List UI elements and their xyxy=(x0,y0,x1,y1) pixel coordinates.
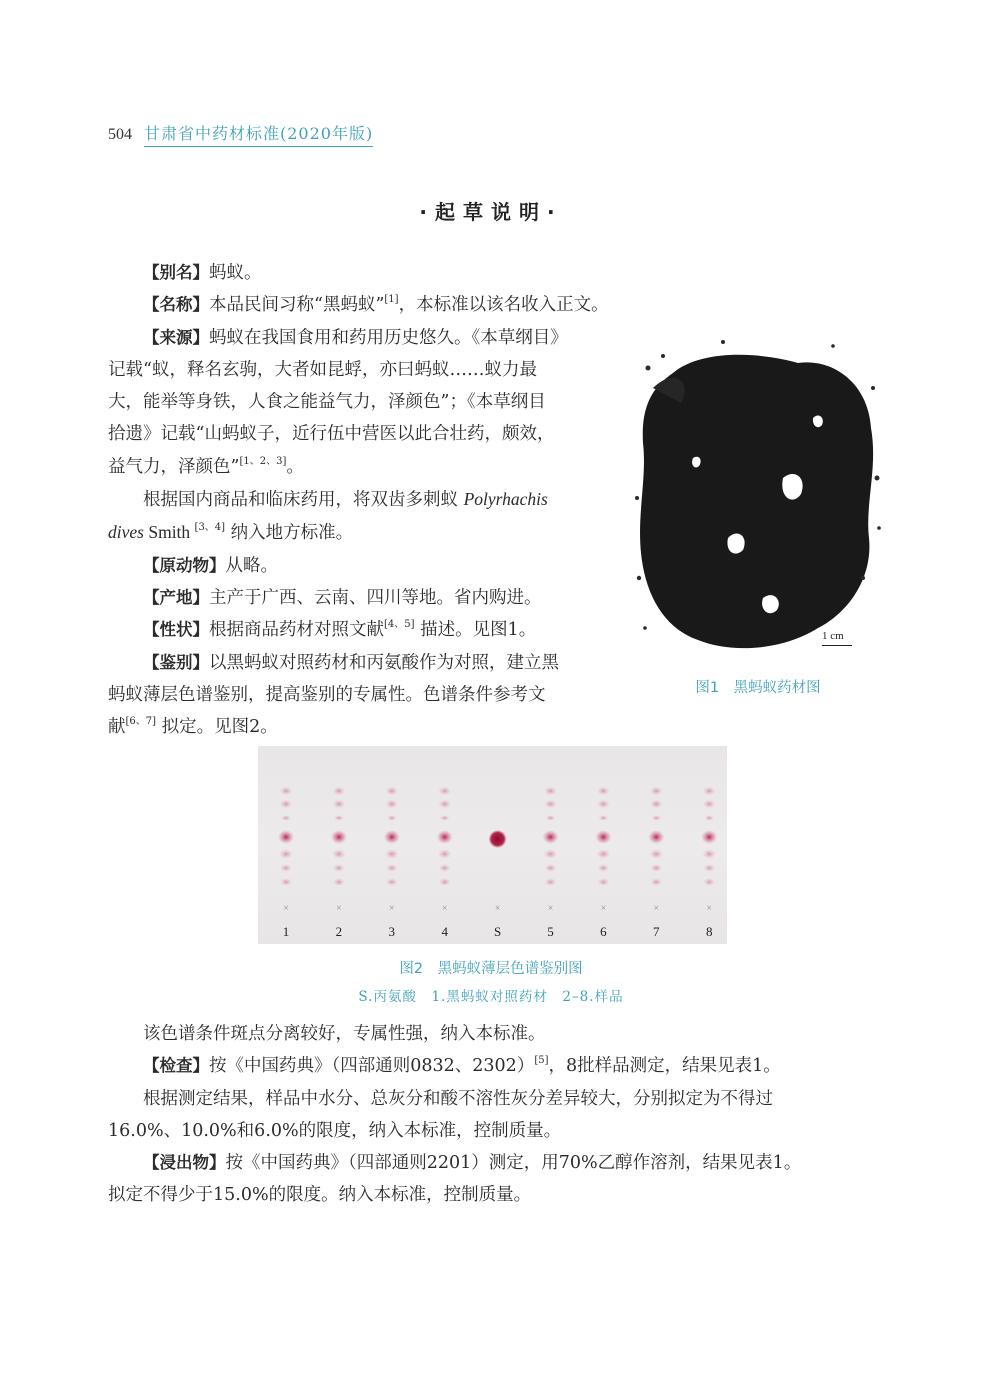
tlc-spot-faint xyxy=(438,787,451,796)
name-paragraph: 【名称】本品民间习称“黑蚂蚁”[1]，本标准以该名收入正文。 xyxy=(143,294,609,316)
tlc-spot-main xyxy=(384,830,400,844)
tlc-chromatogram xyxy=(258,746,727,944)
tlc-spot-main xyxy=(331,830,347,844)
tlc-spot-standard xyxy=(489,830,507,848)
tlc-spot-faint xyxy=(703,800,716,809)
tlc-spot-faint xyxy=(332,849,346,859)
check-paragraph: 【检查】按《中国药典》（四部通则0832、2302）[5]，8批样品测定，结果见表1。 xyxy=(143,1055,781,1077)
animal-paragraph: 【原动物】从略。 xyxy=(143,555,278,576)
origin-mark: × xyxy=(283,904,289,912)
tlc-spot-faint xyxy=(703,864,715,872)
traits-paragraph: 【性状】根据商品药材对照文献[4、5] 描述。见图1。 xyxy=(143,619,537,641)
tlc-spot-faint xyxy=(703,787,716,796)
tlc-spot-faint xyxy=(438,849,452,859)
tlc-spot-faint xyxy=(650,878,662,886)
tlc-spot-faint xyxy=(385,787,398,796)
tlc-spot-faint xyxy=(649,849,663,859)
tlc-spot-faint xyxy=(702,849,716,859)
source-paragraph: 【来源】蚂蚁在我国食用和药用历史悠久。《本草纲目》 记载“蚁，释名玄驹，大者如昆蜉，亦曰蚂蚁……蚁力最 大，能举等身铁，人食之能益气力，泽颜色”；《本草纲目 拾遗》记载“山蚂蚁子，近行伍中营医以此合壮药，颇效， 益气力，泽颜色”[1、2、3]。 xyxy=(108,327,568,477)
tlc-spot-faint xyxy=(544,800,557,809)
section-title: ·起草说明· xyxy=(419,200,563,224)
lower-text-block xyxy=(108,1018,884,1212)
tlc-spot-faint xyxy=(280,864,292,872)
tlc-spot-faint xyxy=(597,864,609,872)
origin-mark: × xyxy=(547,904,554,912)
tlc-spot-faint xyxy=(280,878,292,886)
tlc-spot-faint xyxy=(544,787,557,796)
tlc-spot-faint xyxy=(386,878,398,886)
lane-label: 6 xyxy=(600,924,607,939)
tlc-spot-faint xyxy=(703,878,715,886)
tlc-spot-faint xyxy=(597,878,609,886)
tlc-spot-faint xyxy=(439,878,451,886)
tlc-spot-faint xyxy=(544,849,558,859)
tlc-spot-faint xyxy=(439,864,451,872)
tlc-spot-faint xyxy=(280,800,293,809)
tlc-spot-faint xyxy=(650,864,662,872)
tlc-spot-faint xyxy=(279,849,293,859)
extract-paragraph: 【浸出物】按《中国药典》（四部通则2201）测定，用70%乙醇作溶剂，结果见表1。 拟定不得少于15.0%的限度。纳入本标准，控制质量。 xyxy=(108,1153,802,1206)
tlc-spot-faint xyxy=(545,878,557,886)
tlc-spot-faint xyxy=(438,800,451,809)
figure2-caption: 图2 黑蚂蚁薄层色谱鉴别图 xyxy=(399,961,583,977)
lane-label: 2 xyxy=(335,924,343,939)
tlc-spot-faint xyxy=(334,815,344,821)
tlc-spot-faint xyxy=(546,815,556,821)
page-number: 504 xyxy=(108,126,132,143)
tlc-spot-faint xyxy=(280,787,293,796)
tlc-spot-faint xyxy=(650,800,663,809)
lane-label: 8 xyxy=(705,924,713,939)
origin-mark: × xyxy=(388,904,395,912)
ant-specimen-image xyxy=(633,328,883,658)
tlc-spot-faint xyxy=(333,878,345,886)
tlc-spot-faint xyxy=(598,815,608,821)
after-figure-paragraph: 该色谱条件斑点分离较好，专属性强，纳入本标准。 xyxy=(143,1024,546,1044)
tlc-spot-main xyxy=(648,830,664,844)
origin-mark: × xyxy=(494,904,501,912)
tlc-spot-faint xyxy=(440,815,450,821)
tlc-spot-main xyxy=(543,830,559,844)
result-paragraph: 根据测定结果，样品中水分、总灰分和酸不溶性灰分差异较大，分别拟定为不得过 16.0%、10.0%和6.0%的限度，纳入本标准，控制质量。 xyxy=(108,1088,773,1141)
tlc-spot-faint xyxy=(387,815,397,821)
tlc-spot-faint xyxy=(596,849,610,859)
origin-mark: × xyxy=(600,904,607,912)
scale-label: 1 cm xyxy=(822,630,844,642)
identification-paragraph: 【鉴别】以黑蚂蚁对照药材和丙氨酸作为对照，建立黑 蚂蚁薄层色谱鉴别，提高鉴别的专属性。色谱条件参考文 献[6、7] 拟定。见图2。 xyxy=(108,652,559,738)
lane-label: 1 xyxy=(282,924,290,939)
alias-paragraph: 【别名】蚂蚁。 xyxy=(143,263,262,283)
lane-label: 3 xyxy=(388,924,396,939)
lane-label: S xyxy=(493,924,502,939)
lane-label: 7 xyxy=(653,924,660,939)
tlc-spot-faint xyxy=(332,787,345,796)
lane-label: 5 xyxy=(547,924,554,939)
origin-mark: × xyxy=(706,904,713,912)
scale-bar xyxy=(822,645,852,646)
tlc-spot-faint xyxy=(332,800,345,809)
tlc-spot-faint xyxy=(597,787,610,796)
tlc-plate xyxy=(258,746,727,944)
tlc-spot-main xyxy=(701,830,717,844)
tlc-spot-faint xyxy=(385,849,399,859)
tlc-spot-main xyxy=(437,830,453,844)
tlc-spot-faint xyxy=(333,864,345,872)
tlc-spot-main xyxy=(595,830,611,844)
origin-mark: × xyxy=(335,904,342,912)
tlc-spot-faint xyxy=(597,800,610,809)
tlc-spot-faint xyxy=(704,815,714,821)
tlc-spot-faint xyxy=(650,787,663,796)
lane-label: 4 xyxy=(441,924,448,939)
specimen-photo xyxy=(633,328,883,658)
tlc-spot-faint xyxy=(385,800,398,809)
upper-text-block xyxy=(108,257,628,743)
tlc-spot-faint xyxy=(281,815,291,821)
tlc-spot-faint xyxy=(386,864,398,872)
origin-mark: × xyxy=(441,904,448,912)
figure1-caption: 图1 黑蚂蚁药材图 xyxy=(695,680,821,696)
tlc-spot-faint xyxy=(545,864,557,872)
figure2-subcaption: S.丙氨酸 1.黑蚂蚁对照药材 2–8.样品 xyxy=(358,989,624,1005)
tlc-spot-main xyxy=(278,830,294,844)
basis-paragraph: 根据国内商品和临床药用，将双齿多刺蚁 Polyrhachis dives Smith [3、4] 纳入地方标准。 xyxy=(108,489,548,544)
origin-mark: × xyxy=(653,904,660,912)
book-title: 甘肃省中药材标准(2020年版) xyxy=(144,121,373,147)
origin-paragraph: 【产地】主产于广西、云南、四川等地。省内购进。 xyxy=(143,587,542,608)
tlc-spot-faint xyxy=(651,815,661,821)
running-header xyxy=(108,121,373,147)
